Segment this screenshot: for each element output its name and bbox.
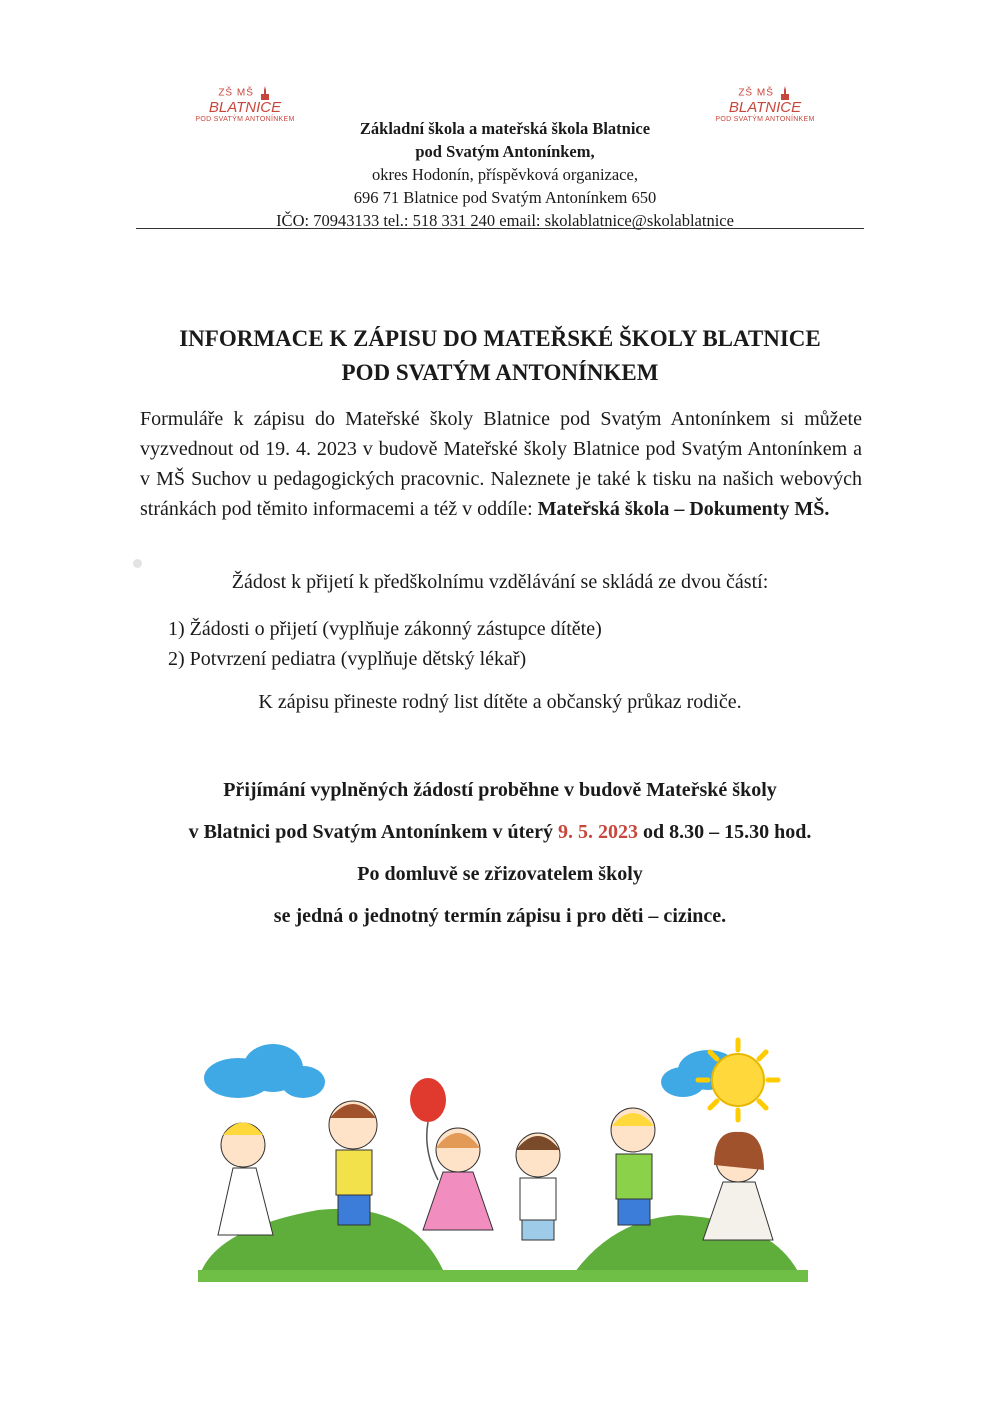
closing-line2-a: v Blatnici pod Svatým Antonínkem v úterý <box>188 821 559 843</box>
list-item: 2) Potvrzení pediatra (vyplňuje dětský lékař) <box>168 648 527 670</box>
enrolment-date: 9. 5. 2023 <box>558 821 639 843</box>
address: 696 71 Blatnice pod Svatým Antonínkem 650 <box>353 188 657 207</box>
scan-speck <box>133 559 142 568</box>
intro-bold-end: Mateřská škola – Dokumenty MŠ. <box>537 498 830 520</box>
bring-documents: K zápisu přineste rodný list dítěte a občanský průkaz rodiče. <box>258 691 742 713</box>
district: okres Hodonín, příspěvková organizace, <box>372 165 638 184</box>
title-line2: POD SVATÝM ANTONÍNKEM <box>341 360 659 385</box>
closing-line1: Přijímání vyplněných žádostí proběhne v budově Mateřské školy <box>223 779 777 801</box>
closing-line2 <box>0 818 1000 846</box>
church-icon <box>778 86 792 100</box>
letterhead <box>240 117 770 232</box>
intro-paragraph <box>140 404 862 524</box>
church-icon <box>258 86 272 100</box>
list-item: 1) Žádosti o přijetí (vyplňuje zákonný zástupce dítěte) <box>168 618 602 640</box>
closing-line3: Po domluvě se zřizovatelem školy <box>357 863 643 885</box>
child-5 <box>611 1108 655 1225</box>
contacts: IČO: 70943133 tel.: 518 331 240 email: skolablatnice@skolablatnice <box>276 211 734 230</box>
children-illustration <box>198 1030 808 1282</box>
balloon-icon <box>410 1078 446 1180</box>
logo-line1: ZŠ MŠ <box>738 87 774 99</box>
page-title <box>120 322 880 390</box>
logo-line1: ZŠ MŠ <box>218 87 254 99</box>
logo-line3: POD SVATÝM ANTONÍNKEM <box>195 116 295 123</box>
intro-text: Formuláře k zápisu do Mateřské školy Blatnice pod Svatým Antonínkem si můžete vyzvednout od 19. 4. 2023 v budově Mateřské školy Blatnice pod Svatým Antonínkem a v MŠ Suchov u pedagogických pracovnic. Naleznete je také k tisku na našich webových stránkách pod těmito informacemi a též v oddíle: <box>140 408 862 520</box>
child-1 <box>218 1123 273 1236</box>
application-lead: Žádost k přijetí k předškolnímu vzdělávání se skládá ze dvou částí: <box>231 571 769 593</box>
child-4 <box>516 1133 560 1240</box>
header-divider <box>136 228 864 229</box>
logo-line2: BLATNICE <box>728 99 802 116</box>
cloud-left <box>204 1044 325 1098</box>
closing-line2-b: od 8.30 – 15.30 hod. <box>638 821 812 843</box>
title-line1: INFORMACE K ZÁPISU DO MATEŘSKÉ ŠKOLY BLATNICE <box>179 326 821 351</box>
application-list <box>168 614 602 674</box>
logo-line3: POD SVATÝM ANTONÍNKEM <box>715 116 815 123</box>
sun-icon <box>698 1040 778 1120</box>
closing-line4: se jedná o jednotný termín zápisu i pro děti – cizince. <box>273 905 727 927</box>
child-3 <box>423 1128 493 1230</box>
school-name-1: Základní škola a mateřská škola Blatnice <box>359 119 651 138</box>
school-name-2: pod Svatým Antonínkem, <box>415 142 595 161</box>
child-2 <box>329 1101 377 1225</box>
grass <box>198 1270 808 1282</box>
child-6 <box>703 1132 773 1240</box>
logo-line2: BLATNICE <box>208 99 282 116</box>
